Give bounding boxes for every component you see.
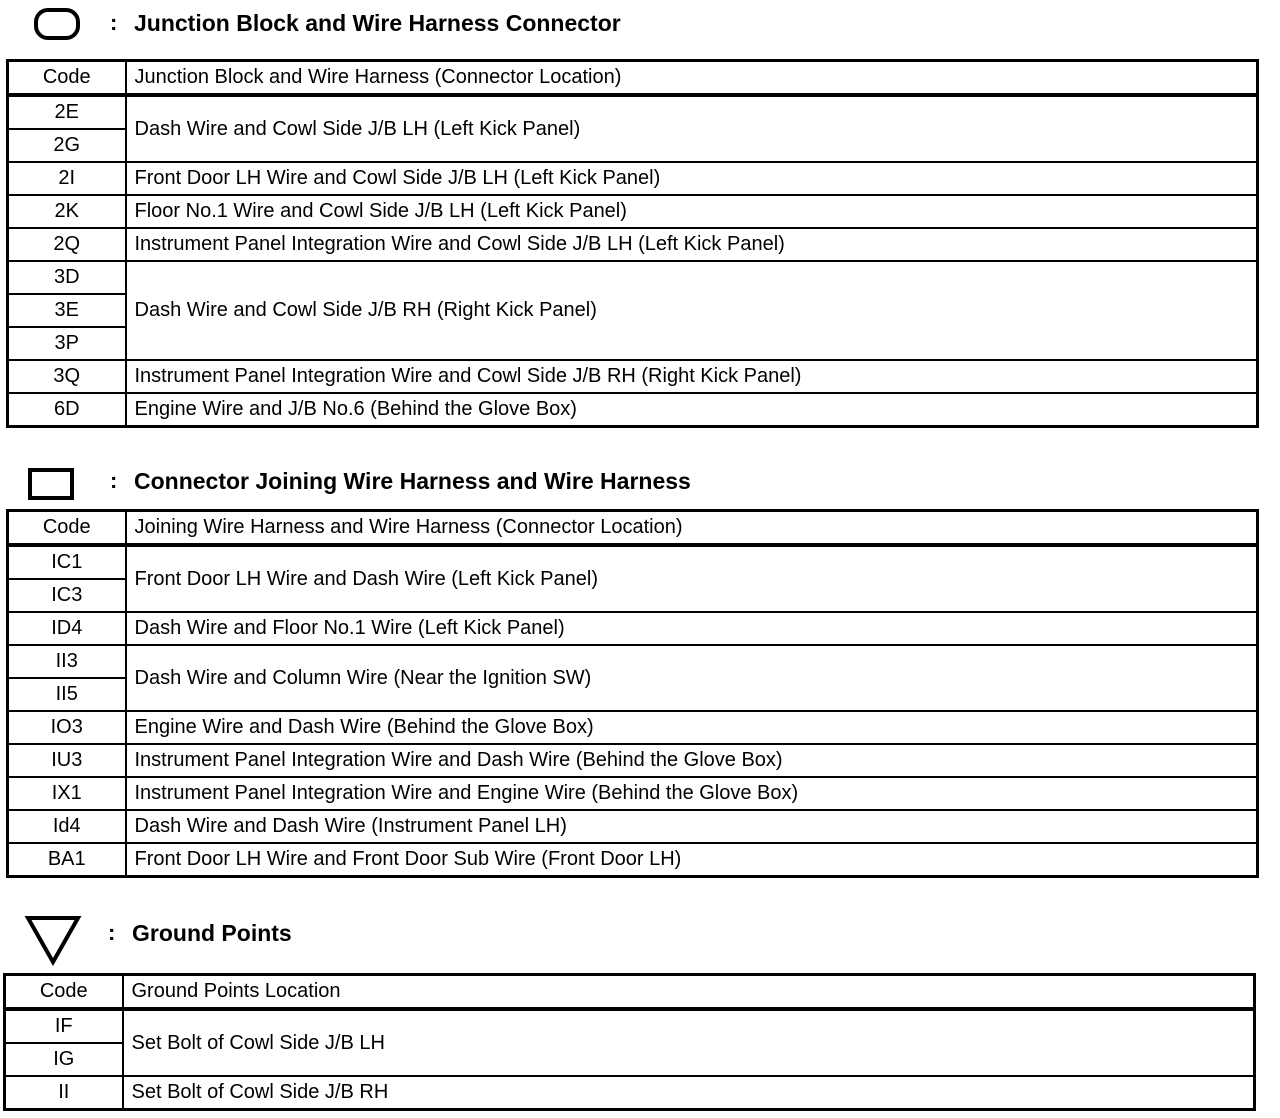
table-row — [8, 777, 1258, 810]
section-1-title: Junction Block and Wire Harness Connector — [134, 10, 621, 36]
table-row — [5, 1009, 1255, 1043]
code-cell: ID4 — [8, 612, 126, 645]
location-cell: Dash Wire and Dash Wire (Instrument Panel LH) — [126, 810, 1258, 843]
location-cell: Set Bolt of Cowl Side J/B LH — [123, 1009, 1255, 1076]
section-3-title: Ground Points — [132, 920, 292, 946]
header-code: Code — [8, 511, 126, 546]
code-cell: 3Q — [8, 360, 126, 393]
table-row — [8, 711, 1258, 744]
section-2-colon: : — [110, 468, 118, 493]
location-cell: Front Door LH Wire and Front Door Sub Wire (Front Door LH) — [126, 843, 1258, 877]
code-cell: Id4 — [8, 810, 126, 843]
location-cell: Dash Wire and Column Wire (Near the Ignition SW) — [126, 645, 1258, 711]
location-cell: Engine Wire and Dash Wire (Behind the Glove Box) — [126, 711, 1258, 744]
table-row — [8, 744, 1258, 777]
location-cell: Engine Wire and J/B No.6 (Behind the Glove Box) — [126, 393, 1258, 427]
table-row — [5, 1076, 1255, 1110]
code-cell: IU3 — [8, 744, 126, 777]
code-cell: 2K — [8, 195, 126, 228]
code-cell: 3P — [8, 327, 126, 360]
table-row — [8, 195, 1258, 228]
location-cell: Instrument Panel Integration Wire and Cowl Side J/B RH (Right Kick Panel) — [126, 360, 1258, 393]
section-2-header — [28, 462, 788, 502]
junction-block-table — [6, 59, 1259, 428]
table-row — [8, 261, 1258, 294]
header-location: Ground Points Location — [123, 975, 1255, 1010]
table-row — [8, 360, 1258, 393]
location-cell: Front Door LH Wire and Dash Wire (Left Kick Panel) — [126, 545, 1258, 612]
section-1-header — [30, 4, 730, 44]
code-cell: 2Q — [8, 228, 126, 261]
triangle-down-icon — [24, 914, 82, 966]
table-header-row — [8, 61, 1258, 96]
header-code: Code — [8, 61, 126, 96]
table-row — [8, 162, 1258, 195]
location-cell: Dash Wire and Cowl Side J/B RH (Right Kick Panel) — [126, 261, 1258, 360]
table-row — [8, 228, 1258, 261]
code-cell: IX1 — [8, 777, 126, 810]
location-cell: Instrument Panel Integration Wire and Cowl Side J/B LH (Left Kick Panel) — [126, 228, 1258, 261]
code-cell: IF — [5, 1009, 123, 1043]
code-cell: 2G — [8, 129, 126, 162]
rectangle-icon — [28, 468, 74, 500]
location-cell: Front Door LH Wire and Cowl Side J/B LH (Left Kick Panel) — [126, 162, 1258, 195]
code-cell: IC3 — [8, 579, 126, 612]
rounded-rectangle-icon — [34, 8, 80, 40]
code-cell: IO3 — [8, 711, 126, 744]
location-cell: Instrument Panel Integration Wire and Dash Wire (Behind the Glove Box) — [126, 744, 1258, 777]
section-2-title: Connector Joining Wire Harness and Wire Harness — [134, 468, 691, 494]
table-row — [8, 810, 1258, 843]
section-3-header — [24, 914, 424, 966]
code-cell: II3 — [8, 645, 126, 678]
code-cell: 6D — [8, 393, 126, 427]
code-cell: IC1 — [8, 545, 126, 579]
table-row — [8, 843, 1258, 877]
connector-joining-table — [6, 509, 1259, 878]
section-1-colon: : — [110, 10, 118, 35]
section-3-colon: : — [108, 920, 116, 945]
location-cell: Dash Wire and Cowl Side J/B LH (Left Kick Panel) — [126, 95, 1258, 162]
code-cell: II — [5, 1076, 123, 1110]
code-cell: 2I — [8, 162, 126, 195]
header-code: Code — [5, 975, 123, 1010]
code-cell: BA1 — [8, 843, 126, 877]
location-cell: Dash Wire and Floor No.1 Wire (Left Kick Panel) — [126, 612, 1258, 645]
table-row — [8, 612, 1258, 645]
table-row — [8, 95, 1258, 129]
header-location: Junction Block and Wire Harness (Connector Location) — [126, 61, 1258, 96]
location-cell: Floor No.1 Wire and Cowl Side J/B LH (Left Kick Panel) — [126, 195, 1258, 228]
table-header-row — [5, 975, 1255, 1010]
ground-points-table — [3, 973, 1256, 1111]
location-cell: Instrument Panel Integration Wire and Engine Wire (Behind the Glove Box) — [126, 777, 1258, 810]
code-cell: II5 — [8, 678, 126, 711]
table-row — [8, 393, 1258, 427]
header-location: Joining Wire Harness and Wire Harness (Connector Location) — [126, 511, 1258, 546]
table-header-row — [8, 511, 1258, 546]
code-cell: 3E — [8, 294, 126, 327]
code-cell: 3D — [8, 261, 126, 294]
location-cell: Set Bolt of Cowl Side J/B RH — [123, 1076, 1255, 1110]
table-row — [8, 645, 1258, 678]
code-cell: 2E — [8, 95, 126, 129]
code-cell: IG — [5, 1043, 123, 1076]
table-row — [8, 545, 1258, 579]
